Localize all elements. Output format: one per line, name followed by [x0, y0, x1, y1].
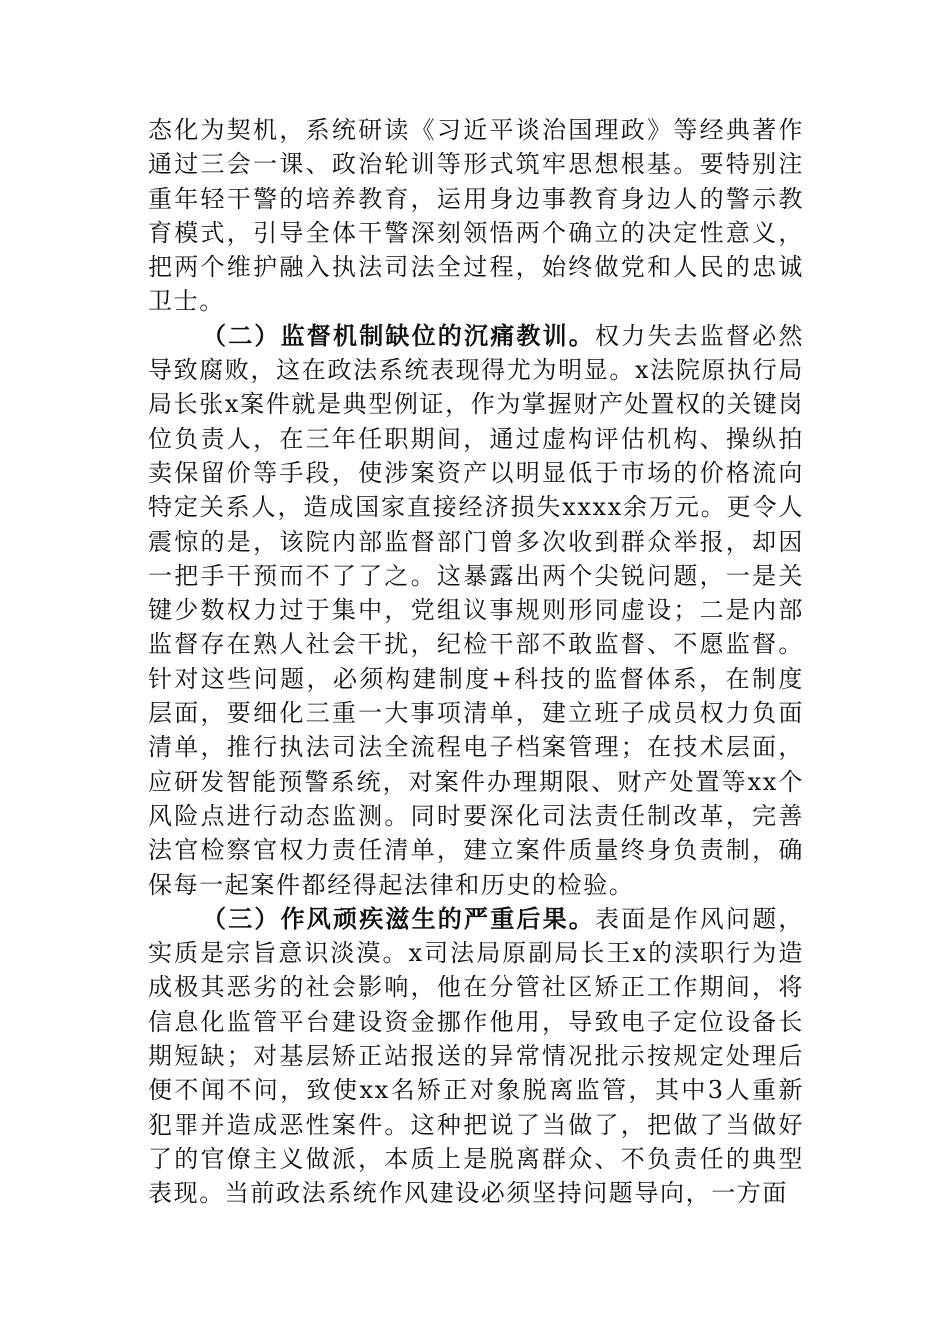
section-heading-3: （三）作风顽疾滋生的严重后果。	[202, 904, 595, 933]
paragraph-3-text: 表面是作风问题，实质是宗旨意识淡漠。x司法局原副局长王x的渎职行为造成极其恶劣的社会影响，他在分管社区矫正工作期间，将信息化监管平台建设资金挪作他用，导致电子定位设备长期短缺；对基层矫正站报送的异常情况批示按规定处理后便不闻不问，致使xx名矫正对象脱离监管，其中3人重新犯罪并造成恶性案件。这种把说了当做了，把做了当做好了的官僚主义做派，本质上是脱离群众、不负责任的典型表现。当前政法系统作风建设必须坚持问题导向，一方面	[148, 904, 804, 1208]
document-body	[148, 113, 804, 1211]
paragraph-2	[148, 319, 804, 902]
paragraph-1	[148, 113, 804, 319]
paragraph-1-text: 态化为契机，系统研读《习近平谈治国理政》等经典著作通过三会一课、政治轮训等形式筑牢思想根基。要特别注重年轻干警的培养教育，运用身边事教育身边人的警示教育模式，引导全体干警深刻领悟两个确立的决定性意义，把两个维护融入执法司法全过程，始终做党和人民的忠诚卫士。	[148, 116, 804, 316]
paragraph-2-text: 权力失去监督必然导致腐败，这在政法系统表现得尤为明显。x法院原执行局局长张x案件就是典型例证，作为掌握财产处置权的关键岗位负责人，在三年任职期间，通过虚构评估机构、操纵拍卖保留价等手段，使涉案资产以明显低于市场的价格流向特定关系人，造成国家直接经济损失xxxx余万元。更令人震惊的是，该院内部监督部门曾多次收到群众举报，却因一把手干预而不了了之。这暴露出两个尖锐问题，一是关键少数权力过于集中，党组议事规则形同虚设；二是内部监督存在熟人社会干扰，纪检干部不敢监督、不愿监督。针对这些问题，必须构建制度+科技的监督体系，在制度层面，要细化三重一大事项清单，建立班子成员权力负面清单，推行执法司法全流程电子档案管理；在技术层面，应研发智能预警系统，对案件办理期限、财产处置等xx个风险点进行动态监测。同时要深化司法责任制改革，完善法官检察官权力责任清单，建立案件质量终身负责制，确保每一起案件都经得起法律和历史的检验。	[148, 321, 804, 899]
paragraph-3	[148, 902, 804, 1211]
section-heading-2: （二）监督机制缺位的沉痛教训。	[202, 321, 595, 350]
